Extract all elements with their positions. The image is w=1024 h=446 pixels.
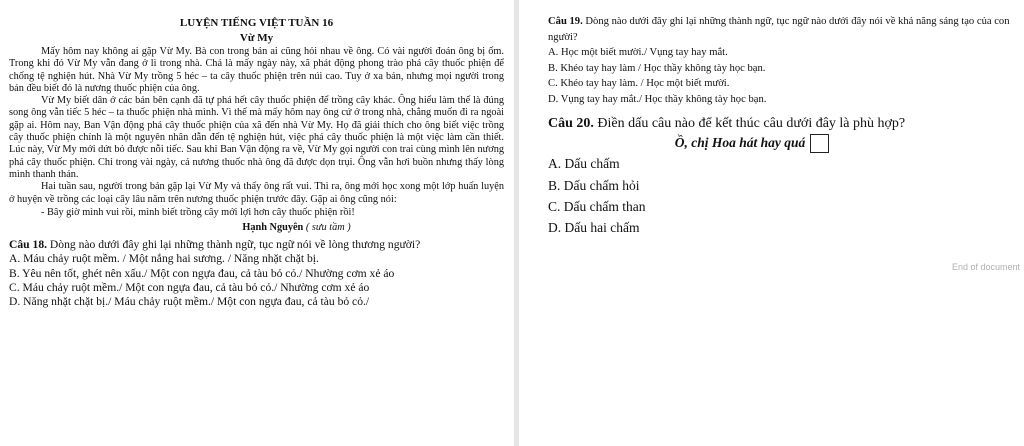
question-19-option-d: D. Vụng tay hay mắt./ Học thầy không tày học bạn. [548,93,767,105]
question-18-prompt [9,238,504,252]
question-18-option-c: C. Máu chảy ruột mềm./ Một con ngựa đau, cả tàu bỏ cỏ./ Nhường cơm xẻ áo [9,281,370,295]
question-20-options [548,153,1016,238]
author-line [89,221,504,234]
document-title: LUYỆN TIẾNG VIỆT TUẦN 16 [179,17,334,29]
question-20-sentence-text: Ồ, chị Hoa hát hay quá [674,135,806,150]
question-19-option-a: A. Học một biết mười./ Vụng tay hay mắt. [548,47,728,58]
story-paragraph-1: Mấy hôm nay không ai gặp Vừ My. Bà con trong bản ai cũng hỏi nhau về ông. Có vài người đoán ông bị ốm. Trong khi đó Vừ My vẫn đang ở lì trong nhà. Chả là mấy ngày này, xã phát động phong trào phá cây thuốc phiện để chống tệ nghiện hút. Nhà Vừ My trồng 5 héc – ta cây thuốc phiện trên núi cao. Tuy ở xa bản, nhưng mọi người trong bản đều biết đó là nương thuốc phiện của ông. [9,46,504,94]
question-20-option-c: C. Dấu chấm than [548,199,646,214]
story-title: Vừ My [239,32,274,44]
question-18 [9,238,504,309]
answer-blank-box [810,134,829,153]
question-19-prompt [548,14,1016,45]
question-19-label: Câu 19. [548,16,583,27]
question-18-option-a: A. Máu chảy ruột mềm. / Một nắng hai sương. / Năng nhặt chặt bị. [9,252,319,266]
question-19-option-b: B. Khéo tay hay làm / Học thầy không tày học bạn. [548,62,766,74]
question-19-text: Dòng nào dưới đây ghi lại những thành ngữ, tục ngữ nào dưới đây nói về khả năng sáng tạo của con người? [548,16,1010,43]
author-note: ( sưu tầm ) [305,222,351,234]
question-18-label: Câu 18. [9,238,48,252]
question-20-text: Điền dấu câu nào để kết thúc câu dưới đây là phù hợp? [593,116,906,131]
story-paragraph-2: Vừ My biết dân ở các bản bên cạnh đã tự phá hết cây thuốc phiện để trồng cây khác. Ông hiểu làm thế là đúng song ông vẫn tiếc 5 héc – ta thuốc phiện nhà mình. Vì thế mà mấy hôm nay ông cứ ở trong nhà, chẳng muốn đi ra ngoài gặp ai. Hôm nay, Ban Vận động phá cây thuốc phiện của xã đến nhà Vừ My. Họ đã giải thích cho ông biết việc trồng cây thuốc phiện chính là một nguyên nhân dẫn đến tệ nghiện hút, việc phá cây thuốc phiện là một việc làm cần thiết. Lúc này, Vừ My mới dứt bỏ được nỗi tiếc. Sau khi Ban Vận động ra về, Vừ My gọi người con trai cùng mình lên nương phá cây thuốc phiện. Chỉ trong vài ngày, cả nương thuốc nhà ông đã được dọn trụi. Ông vẫn hơi buồn nhưng thấy lòng mình thanh thản. [9,95,504,180]
question-19-option-c: C. Khéo tay hay làm. / Học một biết mười. [548,78,730,89]
question-20-option-d: D. Dấu hai chấm [548,220,640,236]
question-18-option-b: B. Yêu nên tốt, ghét nên xấu./ Một con ngựa đau, cả tàu bỏ cỏ./ Nhường cơm xẻ áo [9,266,395,280]
end-of-document-label: End of document [951,262,1020,272]
question-18-text: Dòng nào dưới đây ghi lại những thành ngữ, tục ngữ nói về lòng thương người? [47,238,421,252]
right-page [519,0,1024,446]
story-quote: - Bây giờ mình vui rồi, mình biết trồng cây mới lợi hơn cây thuốc phiện rồi! [41,206,355,218]
question-19 [548,14,1016,107]
question-20-option-b: B. Dấu chấm hỏi [548,177,640,193]
question-20-label: Câu 20. [548,116,594,131]
question-20-option-a: A. Dấu chấm [548,156,620,172]
author-name: Hạnh Nguyên [242,222,304,234]
question-18-option-d: D. Năng nhặt chặt bị./ Máu chảy ruột mềm./ Một con ngựa đau, cả tàu bỏ cỏ./ [9,295,370,309]
story-paragraph-3: Hai tuần sau, người trong bản gặp lại Vừ My và thấy ông rất vui. Thì ra, ông mới học xong một lớp huấn luyện ở huyện về trồng các loại cây lâu năm trên nương thuốc phiện trước đây. Gặp ai ông cũng nói: [9,181,504,205]
question-20-prompt [548,115,1016,133]
question-20-sentence [488,133,1016,153]
